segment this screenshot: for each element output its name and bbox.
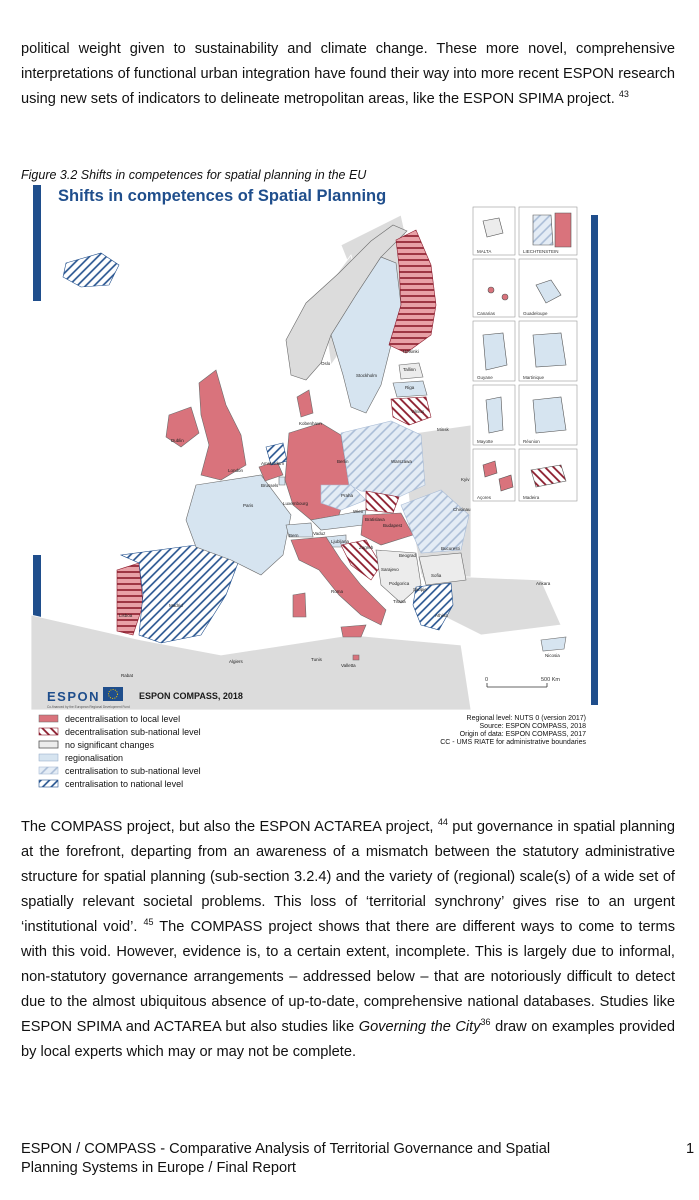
body-text-3: The COMPASS project shows that there are different ways to come to terms with this void. However, evidence is, to a certain extent, incomplete. This is largely due to informal, non-statutory governance arrangements – addressed below – that are notoriously difficult to detect due to the almost ubiquitous absence of up-to-date, comprehensive national databases. Studies like ESPON SPIMA and ACTAREA but also studies like (21, 919, 675, 1035)
body-text-2: put governance in spatial planning at the forefront, departing from an awareness of a mismatch between the statutory administrative structure for spatial planning (sub-section 3.2.4) and the variety of (regional) scale(s) of a wide set of spatially relevant societal problems. This loss of ‘territorial synchrony’ gives rise to an urgent ‘institutional void’. (21, 819, 675, 935)
footnote-45: 45 (143, 917, 154, 927)
city-label: Algiers (229, 659, 243, 664)
page-number: 1 (686, 1141, 695, 1157)
city-label: Beograd (399, 553, 417, 558)
legend-swatch-no-change (39, 741, 58, 748)
legend-swatch-central-sub (39, 767, 58, 774)
city-label: Vaduz (313, 531, 326, 536)
intro-paragraph (21, 37, 675, 112)
country-luxembourg (279, 477, 285, 485)
city-label: Podgorica (389, 581, 410, 586)
city-label: Bucuresti (441, 546, 460, 551)
source-line: Origin of data: ESPON COMPASS, 2017 (459, 731, 586, 738)
city-label: Skopje (413, 587, 427, 592)
body-text-4: draw on examples provided by local experts which may or may not be complete. (21, 1019, 675, 1060)
map-source (440, 715, 586, 746)
frame-bar-right (591, 215, 598, 705)
body-paragraph (21, 815, 675, 1065)
city-label: Amsterdam (261, 461, 285, 466)
city-label: Valletta (341, 663, 356, 668)
city-label: Sarajevo (381, 567, 399, 572)
espon-map-figure (21, 185, 603, 797)
city-label: Vilnius (411, 409, 425, 414)
city-label: Rabat (121, 673, 134, 678)
map-title: Shifts in competences of Spatial Planning (58, 187, 387, 205)
city-label: Ljubljana (331, 539, 350, 544)
city-label: Bratislava (365, 517, 385, 522)
city-label: London (228, 468, 244, 473)
frame-bar-left-top (33, 185, 41, 301)
footnote-43: 43 (618, 89, 629, 99)
city-label: Warszawa (391, 459, 412, 464)
city-label: Nicosia (545, 653, 560, 658)
country-poland (341, 421, 425, 497)
legend-label: no significant changes (65, 740, 155, 750)
city-label: Dublin (171, 438, 184, 443)
city-label: Ankara (536, 581, 551, 586)
source-line: CC - UMS RIATE for administrative boundaries (440, 739, 586, 746)
city-label: Berlin (337, 459, 349, 464)
inset-label-guyane: Guyane (477, 375, 493, 380)
legend-label: regionalisation (65, 753, 124, 763)
intro-text: political weight given to sustainability and climate change. These more novel, comprehensive interpretations of functional urban integration have found their way into more recent ESPON research using new sets of indicators to delineate metropolitan areas, like the ESPON SPIMA project. (21, 41, 675, 107)
map-credit: ESPON COMPASS, 2018 (139, 691, 243, 701)
city-label: Tallinn (403, 367, 416, 372)
legend-swatch-regionalisation (39, 754, 58, 761)
legend-label: centralisation to sub-national level (65, 766, 201, 776)
city-label: Madrid (169, 603, 183, 608)
source-line: Regional level: NUTS 0 (version 2017) (466, 715, 586, 722)
city-label: Wien (353, 509, 364, 514)
city-label: Luxembourg (283, 501, 309, 506)
legend-label: decentralisation to local level (65, 714, 181, 724)
city-label: Roma (331, 589, 344, 594)
country-sardinia (293, 593, 306, 617)
inset-label-liechtenstein: LIECHTENSTEIN (523, 249, 559, 254)
footnote-36: 36 (480, 1017, 491, 1027)
city-label: Tunis (311, 657, 322, 662)
city-label: Zagreb (359, 545, 374, 550)
city-label: Praha (341, 493, 354, 498)
city-label: Chisinau (453, 507, 471, 512)
legend-swatch-decentral-sub (39, 728, 58, 735)
footer-line-2: Planning Systems in Europe / Final Report (21, 1160, 296, 1176)
inset-label-madeira: Madeira (523, 495, 540, 500)
city-label: Lisboa (119, 613, 133, 618)
city-label: Kobenhavn (299, 421, 322, 426)
city-label: Brussels (261, 483, 279, 488)
city-label: Sofia (431, 573, 442, 578)
city-label: Bern (289, 533, 299, 538)
country-bulgaria (419, 553, 466, 585)
legend-label: decentralisation sub-national level (65, 727, 201, 737)
inset-label-guadeloupe: Guadeloupe (523, 311, 548, 316)
city-label: Helsinki (403, 349, 419, 354)
logo-subtext: Co-financed by the European Regional Development Fund (47, 705, 130, 709)
city-label: Paris (243, 503, 254, 508)
page-footer (21, 1140, 641, 1178)
city-label: Riga (405, 385, 415, 390)
legend (39, 714, 201, 789)
eu-flag-icon (103, 687, 123, 701)
inset-label-malta: MALTA (477, 249, 492, 254)
city-label: Budapest (383, 523, 403, 528)
inset-label-mayotte: Mayotte (477, 439, 494, 444)
city-label: Tirana (393, 599, 406, 604)
city-label: Stockholm (356, 373, 378, 378)
country-malta (353, 655, 359, 660)
espon-logo (47, 687, 130, 709)
city-label: Athina (435, 613, 448, 618)
scale-start: 0 (485, 677, 489, 683)
legend-label: centralisation to national level (65, 779, 184, 789)
body-text-1: The COMPASS project, but also the ESPON ACTAREA project, (21, 819, 434, 835)
figure-caption: Figure 3.2 Shifts in competences for spatial planning in the EU (21, 168, 367, 182)
source-line: Source: ESPON COMPASS, 2018 (479, 723, 586, 730)
inset-label-martinique: Martinique (523, 375, 545, 380)
footnote-44: 44 (437, 817, 448, 827)
logo-text: ESPON (47, 689, 101, 704)
city-label: Oslo (321, 361, 331, 366)
legend-swatch-decentral-local (39, 715, 58, 722)
legend-swatch-central-national (39, 780, 58, 787)
scale-end: 500 Km (541, 677, 560, 683)
inset-label-reunion: Réunion (523, 439, 540, 444)
city-label: Minsk (437, 427, 449, 432)
city-label: Kyiv (461, 477, 470, 482)
book-title: Governing the City (358, 1019, 481, 1035)
inset-label-canarias: Canarias (477, 311, 496, 316)
inset-label-acores: Açores (477, 495, 492, 500)
footer-line-1: ESPON / COMPASS - Comparative Analysis of Territorial Governance and Spatial (21, 1141, 551, 1157)
